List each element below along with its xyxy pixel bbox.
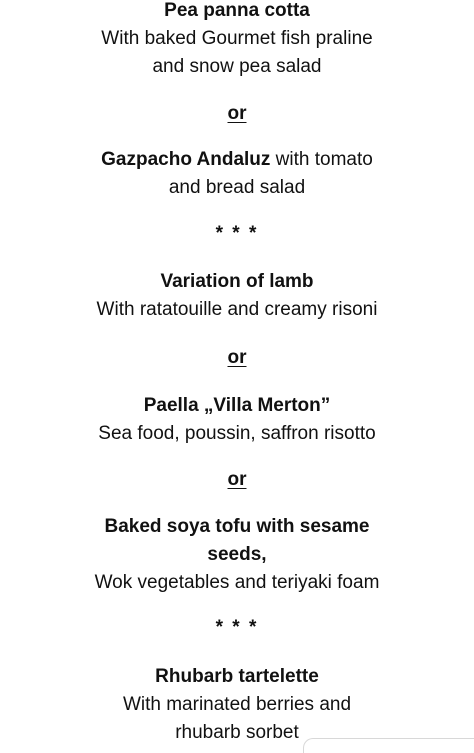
dessert-rhubarb-tartelette [0, 663, 474, 747]
dish-description: With marinated berries and [122, 694, 352, 715]
dish-description: rhubarb sorbet [175, 722, 299, 743]
or-label: or [227, 469, 247, 490]
dish-description: With baked Gourmet fish praline [101, 28, 373, 49]
or-divider [0, 344, 474, 372]
main-variation-of-lamb [0, 268, 474, 324]
dish-title: seeds, [207, 544, 267, 565]
bottom-sheet-edge [303, 738, 474, 753]
main-paella [0, 392, 474, 448]
dish-title: Rhubarb tartelette [155, 666, 319, 687]
dish-title: Variation of lamb [160, 271, 314, 292]
course-separator [0, 220, 474, 248]
or-divider [0, 466, 474, 494]
dish-description: with tomato [270, 149, 373, 170]
dish-title-line [0, 146, 474, 174]
or-label: or [227, 103, 247, 124]
main-baked-soya-tofu [0, 513, 474, 597]
dish-description: and snow pea salad [152, 56, 322, 77]
starter-pea-panna-cotta [0, 0, 474, 81]
dish-title: Gazpacho Andaluz [101, 149, 271, 170]
dish-title: Paella „Villa Merton” [143, 395, 331, 416]
separator-asterisks: * * * [215, 223, 259, 244]
separator-asterisks: * * * [215, 617, 259, 638]
or-label: or [227, 347, 247, 368]
dish-description: and bread salad [168, 177, 306, 198]
dish-description: With ratatouille and creamy risoni [96, 299, 378, 320]
dish-description: Wok vegetables and teriyaki foam [94, 572, 380, 593]
dish-title: Pea panna cotta [164, 0, 310, 21]
starter-gazpacho [0, 146, 474, 202]
dish-title: Baked soya tofu with sesame [104, 516, 370, 537]
course-separator [0, 614, 474, 642]
dish-description: Sea food, poussin, saffron risotto [98, 423, 376, 444]
or-divider [0, 100, 474, 128]
